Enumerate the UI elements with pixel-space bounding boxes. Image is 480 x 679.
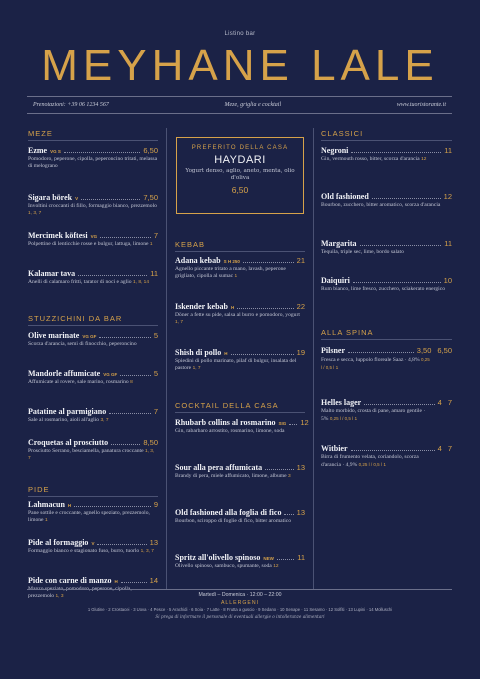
menu-item bbox=[28, 231, 158, 248]
beer-description bbox=[321, 356, 431, 372]
menu-item-description-text: Olivello spinoso, sambuco, spumante, soda bbox=[175, 563, 272, 569]
column-divider-right bbox=[313, 128, 314, 590]
divider-info bbox=[27, 113, 452, 114]
allergens-title: ALLERGENI bbox=[220, 600, 260, 606]
menu-item-tags: VG GF bbox=[103, 372, 118, 377]
menu-item-description bbox=[321, 286, 452, 293]
menu-item-description-text: Involtini croccanti di fillo, formaggio bianco, prezzemolo bbox=[28, 203, 157, 209]
dotted-leader bbox=[353, 282, 441, 283]
featured-description: Yogurt denso, aglio, aneto, menta, olio d'oliva bbox=[185, 168, 295, 181]
menu-item-row bbox=[28, 438, 158, 447]
menu-item-description bbox=[175, 358, 305, 372]
menu-item-description-text: Bourbon, sciroppo di foglie di fico, bitter aromatico bbox=[175, 518, 292, 524]
menu-item-tags: SIG bbox=[278, 421, 287, 426]
menu-item-description bbox=[175, 312, 305, 326]
menu-item-allergens: 1, 8, 14 bbox=[133, 280, 150, 285]
menu-item-price: 13 bbox=[296, 463, 305, 472]
menu-item-name: Pide con carne di manzo bbox=[28, 576, 112, 585]
menu-item-row bbox=[321, 276, 452, 285]
beer-price-small: 4 bbox=[437, 398, 442, 407]
dotted-leader bbox=[231, 354, 294, 355]
menu-item-description-text: Rum bianco, lime fresco, zucchero, sciakerato energico bbox=[321, 286, 445, 292]
menu-item-description-text: Döner a fette su pide, salsa al burro e pomodoro, yogurt bbox=[175, 312, 300, 318]
menu-item-price: 7 bbox=[153, 407, 158, 416]
menu-item-allergens: 3 bbox=[288, 474, 291, 479]
menu-item bbox=[175, 463, 305, 480]
menu-item-price: 7 bbox=[153, 231, 158, 240]
menu-item-description-text: Agnello piccante tritato a mano, lavash, peperone grigliato, cipolla al sumac bbox=[175, 266, 286, 280]
menu-item-description bbox=[175, 473, 305, 480]
dotted-leader bbox=[351, 152, 441, 153]
dotted-leader bbox=[284, 514, 293, 515]
dotted-leader bbox=[74, 506, 151, 507]
beer-price-small: 3,50 bbox=[416, 346, 432, 355]
menu-item-allergens: 1, 3 bbox=[55, 594, 64, 600]
menu-item-name: Spritz all'olivello spinoso bbox=[175, 553, 261, 562]
dotted-leader bbox=[120, 375, 151, 376]
menu-item-name: Mercimek köftesi bbox=[28, 231, 88, 240]
menu-item-row bbox=[175, 302, 305, 311]
menu-item-name: Kalamar tava bbox=[28, 269, 76, 278]
section-line-kebab bbox=[175, 251, 305, 252]
beer-sizes: 0,25 l / 0,5 l bbox=[329, 416, 354, 422]
menu-item-description bbox=[28, 156, 158, 170]
menu-item-description bbox=[175, 518, 305, 525]
menu-item bbox=[28, 269, 158, 286]
menu-item bbox=[321, 239, 452, 256]
divider-top bbox=[27, 96, 452, 97]
beer-price-small: 4 bbox=[437, 444, 442, 453]
menu-item bbox=[28, 193, 158, 217]
menu-item-name: Iskender kebab bbox=[175, 302, 228, 311]
menu-item-name: Margarita bbox=[321, 239, 357, 248]
menu-item-description-text: Prosciutto Serrano, besciamella, panatura croccante bbox=[28, 448, 144, 454]
menu-item-row bbox=[28, 576, 158, 585]
menu-item-price: 5 bbox=[153, 331, 158, 340]
menu-item-price: 8,50 bbox=[143, 438, 158, 447]
menu-item-row bbox=[28, 231, 158, 240]
dotted-leader bbox=[289, 424, 297, 425]
menu-item-name: Olive marinate bbox=[28, 331, 80, 340]
menu-item-row bbox=[28, 193, 158, 202]
menu-item bbox=[175, 302, 305, 326]
menu-item-description-text: Sale al rosmarino, aioli all'aglio bbox=[28, 417, 100, 423]
menu-item-price: 14 bbox=[149, 576, 158, 585]
menu-item-tags: VG GF bbox=[82, 334, 97, 339]
beer-description bbox=[321, 408, 431, 423]
menu-item-description bbox=[321, 249, 452, 256]
menu-item-name: Adana kebab bbox=[175, 256, 221, 265]
menu-item-description bbox=[28, 279, 158, 286]
dotted-leader bbox=[121, 582, 147, 583]
menu-item-price: 19 bbox=[296, 348, 305, 357]
menu-item-row bbox=[28, 407, 158, 416]
menu-item-tags: H bbox=[224, 351, 228, 356]
menu-item bbox=[321, 276, 452, 293]
menu-item-name: Ezme bbox=[28, 146, 48, 155]
menu-item-tags: H bbox=[114, 579, 118, 584]
dotted-leader bbox=[100, 237, 151, 238]
menu-item-row bbox=[321, 192, 452, 201]
menu-item-price: 6,50 bbox=[143, 146, 158, 155]
menu-item-price: 13 bbox=[149, 538, 158, 547]
section-title-meze: MEZE bbox=[28, 129, 53, 138]
menu-item bbox=[28, 407, 158, 424]
beer-item bbox=[321, 398, 452, 423]
menu-item-name: Mandorle affumicate bbox=[28, 369, 101, 378]
menu-item-row bbox=[175, 348, 305, 357]
menu-item-allergens: 12 bbox=[421, 157, 427, 162]
menu-item bbox=[321, 146, 452, 163]
menu-item-tags: VG S bbox=[50, 149, 61, 154]
dotted-leader bbox=[277, 559, 294, 560]
menu-item-description bbox=[321, 202, 452, 209]
menu-item-row bbox=[28, 369, 158, 378]
menu-item bbox=[28, 369, 158, 386]
menu-item-description bbox=[321, 156, 452, 163]
menu-item-name: Pide al formaggio bbox=[28, 538, 89, 547]
menu-item-description-text: Spiedini di pollo marinato, pilaf di bulgur, insalata del pastore bbox=[175, 358, 297, 372]
beer-description-text: Malto morbido, crosta di pane, amaro gentile · 5% bbox=[321, 408, 426, 423]
menu-item-name: Croquetas al prosciutto bbox=[28, 438, 109, 447]
top-label: Listino bar bbox=[224, 31, 256, 37]
menu-item-row bbox=[321, 239, 452, 248]
dotted-leader bbox=[243, 262, 294, 263]
menu-item-name: Daiquiri bbox=[321, 276, 350, 285]
opening-hours: Martedì – Domenica · 12:00 – 22:00 bbox=[198, 592, 282, 598]
menu-item-allergens: 12 bbox=[273, 564, 279, 569]
menu-item-description-text: prezzemolo bbox=[28, 593, 55, 600]
menu-item-price: 22 bbox=[296, 302, 305, 311]
menu-item-description bbox=[28, 379, 158, 386]
dotted-leader bbox=[372, 198, 441, 199]
menu-item-price: 11 bbox=[150, 269, 158, 278]
menu-item-tags: V bbox=[91, 541, 95, 546]
menu-item-name: Old fashioned alla foglia di fico bbox=[175, 508, 282, 517]
menu-item bbox=[175, 508, 305, 525]
beer-item bbox=[321, 346, 452, 372]
menu-item-price: 5 bbox=[153, 369, 158, 378]
menu-item-tags: S H 250 bbox=[223, 259, 240, 264]
menu-item-name: Patatine al parmigiano bbox=[28, 407, 107, 416]
beer-item-row bbox=[321, 398, 452, 407]
menu-item-allergens: 1 bbox=[44, 518, 48, 524]
menu-item-allergens: 1 bbox=[234, 274, 238, 280]
menu-item-description-text: Gin, rabarbaro arrostito, rosmarino, limone, soda bbox=[175, 428, 285, 434]
dotted-leader bbox=[97, 544, 146, 545]
beer-item bbox=[321, 444, 452, 469]
menu-item-allergens: 1, 3, 7 bbox=[28, 449, 155, 462]
menu-item bbox=[175, 418, 309, 435]
menu-item-description-text: Tequila, triple sec, lime, bordo salato bbox=[321, 249, 404, 255]
section-line-spina bbox=[321, 339, 452, 340]
menu-item-description bbox=[175, 428, 305, 435]
menu-item-allergens: 1, 7 bbox=[192, 366, 201, 372]
featured-box bbox=[176, 137, 304, 214]
menu-item-price: 13 bbox=[296, 508, 305, 517]
menu-item bbox=[321, 192, 452, 209]
featured-price: 6,50 bbox=[231, 185, 249, 195]
dotted-leader bbox=[351, 450, 435, 451]
menu-item-price: 10 bbox=[443, 276, 452, 285]
menu-item-row bbox=[175, 508, 305, 517]
menu-item-description-text: Formaggio bianco e stagionato fuso, burro, tuorlo bbox=[28, 548, 140, 554]
dotted-leader bbox=[348, 352, 414, 353]
menu-item-description-text: Gin, vermouth rosso, bitter, scorza d'arancia bbox=[321, 156, 420, 162]
menu-item-name: Sigara börek bbox=[28, 193, 73, 202]
menu-item-description bbox=[28, 241, 158, 248]
menu-item-price: 12 bbox=[300, 418, 309, 427]
dotted-leader bbox=[64, 152, 141, 153]
beer-description-text: Birra di frumento velata, coriandolo, scorza d'arancia · 4,9% bbox=[321, 454, 419, 469]
menu-item-tags: V bbox=[75, 196, 79, 201]
menu-item-price: 21 bbox=[296, 256, 305, 265]
menu-item-description-text: Scorza d'arancia, semi di finocchio, peperoncino bbox=[28, 341, 137, 347]
menu-item-allergens: 1, 7 bbox=[175, 320, 184, 326]
menu-item-tags: NEW bbox=[263, 556, 274, 561]
dotted-leader bbox=[360, 245, 442, 246]
menu-item-tags: VG bbox=[90, 234, 98, 239]
menu-item-row bbox=[28, 500, 158, 509]
menu-item-row bbox=[28, 538, 158, 547]
menu-item-row bbox=[175, 553, 305, 562]
beer-sizes: 0,25 l / 0,5 l bbox=[321, 357, 430, 371]
menu-item-row bbox=[175, 256, 305, 265]
menu-item bbox=[175, 256, 305, 280]
menu-item-row bbox=[28, 269, 158, 278]
dotted-leader bbox=[99, 337, 150, 338]
menu-item-price: 11 bbox=[444, 239, 452, 248]
beer-item-row bbox=[321, 346, 452, 355]
beer-description bbox=[321, 454, 431, 469]
menu-item-row bbox=[321, 146, 452, 155]
menu-item-description-text: Pane sottile e croccante, agnello speziato, prezzemolo, limone bbox=[28, 510, 150, 524]
menu-item-description bbox=[175, 266, 305, 280]
menu-item-allergens: 1, 3, 7 bbox=[28, 211, 42, 217]
beer-name: Pilsner bbox=[321, 346, 345, 355]
beer-price-large: 7 bbox=[447, 398, 452, 407]
phone-number[interactable]: Prenotazioni: +39 06 1234 567 bbox=[33, 102, 109, 108]
website-link[interactable]: www.tuoristorante.it bbox=[396, 102, 446, 108]
section-title-pide: PIDE bbox=[28, 485, 50, 494]
restaurant-title: MEYHANE LALE bbox=[41, 41, 439, 90]
beer-allergens: 1 bbox=[335, 366, 339, 372]
menu-item bbox=[175, 553, 305, 570]
menu-item-name: Shish di pollo bbox=[175, 348, 222, 357]
menu-item bbox=[28, 500, 158, 524]
menu-item-name: Lahmacun bbox=[28, 500, 65, 509]
menu-item-description-text: Anelli di calamaro fritti, tarator di noci e aglio bbox=[28, 279, 132, 285]
info-bar bbox=[33, 102, 446, 108]
beer-allergens: 1 bbox=[354, 417, 358, 423]
beer-price-large: 7 bbox=[447, 444, 452, 453]
beer-name: Helles lager bbox=[321, 398, 362, 407]
dotted-leader bbox=[364, 404, 434, 405]
menu-item-description bbox=[28, 510, 158, 524]
menu-item-price: 9 bbox=[153, 500, 158, 509]
menu-item-allergens: 3, 7 bbox=[100, 418, 109, 423]
menu-item-description bbox=[28, 548, 158, 555]
beer-sizes: 0,25 l / 0,5 l bbox=[358, 462, 382, 468]
dotted-leader bbox=[81, 199, 140, 200]
beer-item-row bbox=[321, 444, 452, 453]
section-line-meze bbox=[28, 140, 158, 141]
section-line-classici bbox=[321, 140, 452, 141]
dotted-leader bbox=[78, 275, 147, 276]
section-line-pide bbox=[28, 496, 158, 497]
menu-item-tags: H bbox=[230, 305, 235, 310]
menu-item-description-text: Affumicate al rovere, sale marino, rosmarino bbox=[28, 379, 129, 385]
menu-item-description bbox=[175, 563, 305, 570]
dotted-leader bbox=[109, 413, 151, 414]
menu-item-price: 7,50 bbox=[143, 193, 158, 202]
allergens-note: Si prega di informare il personale di eventuali allergie o intolleranze alimentari bbox=[155, 614, 325, 619]
column-divider-left bbox=[166, 128, 167, 590]
beer-allergens: 1 bbox=[383, 463, 387, 469]
menu-item-description-text: Brandy di pera, miele affumicato, limone, albume bbox=[175, 473, 287, 479]
beer-name: Witbier bbox=[321, 444, 348, 453]
menu-item-name: Negroni bbox=[321, 146, 349, 155]
menu-item-description bbox=[28, 203, 158, 217]
beer-description-text: Fresca e secca, luppolo floreale Saaz · 4,8% bbox=[321, 357, 420, 363]
menu-item-price: 11 bbox=[297, 553, 305, 562]
menu-item-row bbox=[175, 463, 305, 472]
menu-item-description bbox=[28, 341, 158, 348]
section-title-kebab: KEBAB bbox=[175, 240, 206, 249]
menu-item-allergens: 1 bbox=[149, 242, 153, 247]
dotted-leader bbox=[265, 469, 293, 470]
featured-name: HAYDARI bbox=[214, 154, 266, 166]
menu-item-description-text: Bourbon, zucchero, bitter aromatico, scorza d'arancia bbox=[321, 202, 441, 208]
menu-item-name: Old fashioned bbox=[321, 192, 369, 201]
menu-item-name: Rhubarb collins al rosmarino bbox=[175, 418, 276, 427]
section-title-cocktail: COCKTAIL DELLA CASA bbox=[175, 401, 279, 410]
menu-item-row bbox=[28, 146, 158, 155]
menu-item-description bbox=[28, 448, 158, 462]
menu-item-description-text: Pomodoro, peperone, cipolla, peperoncino tritati, melassa di melograno bbox=[28, 156, 158, 170]
menu-item-tags: H bbox=[67, 503, 72, 508]
menu-item bbox=[28, 146, 158, 170]
section-line-stuzzichini bbox=[28, 325, 158, 326]
section-title-spina: ALLA SPINA bbox=[321, 328, 374, 337]
menu-item bbox=[28, 538, 158, 555]
menu-item-price: 12 bbox=[443, 192, 452, 201]
allergens-list: 1 Glutine · 2 Crostacei · 3 Uova · 4 Pesce · 5 Arachidi · 6 Soia · 7 Latte · 8 Frutta a guscio · 9 Sedano · 10 Senape · 11 Sesamo · 12 Solfiti · 13 Lupini · 14 Molluschi bbox=[87, 607, 393, 612]
dotted-leader bbox=[237, 308, 293, 309]
menu-item-price: 11 bbox=[444, 146, 452, 155]
section-title-stuzzichini: STUZZICHINI DA BAR bbox=[28, 314, 123, 323]
menu-item-allergens: 1, 3, 7 bbox=[140, 549, 154, 554]
divider-bottom bbox=[27, 589, 452, 590]
section-title-classici: CLASSICI bbox=[321, 129, 364, 138]
menu-item-description bbox=[28, 417, 158, 424]
menu-item bbox=[175, 348, 305, 372]
menu-item-name: Sour alla pera affumicata bbox=[175, 463, 263, 472]
menu-item-allergens: 8 bbox=[130, 380, 133, 385]
menu-item bbox=[28, 331, 158, 348]
dotted-leader bbox=[111, 444, 140, 445]
menu-item-row bbox=[175, 418, 309, 427]
menu-item-description-text: Polpettine di lenticchie rosse e bulgur, lattuga, limone bbox=[28, 241, 149, 247]
menu-item-row bbox=[28, 331, 158, 340]
featured-label: PREFERITO DELLA CASA bbox=[191, 145, 289, 151]
section-line-cocktail bbox=[175, 412, 305, 413]
beer-price-large: 6,50 bbox=[437, 346, 452, 355]
menu-item bbox=[28, 438, 158, 462]
tagline: Meze, griglia e cocktail bbox=[224, 102, 282, 108]
